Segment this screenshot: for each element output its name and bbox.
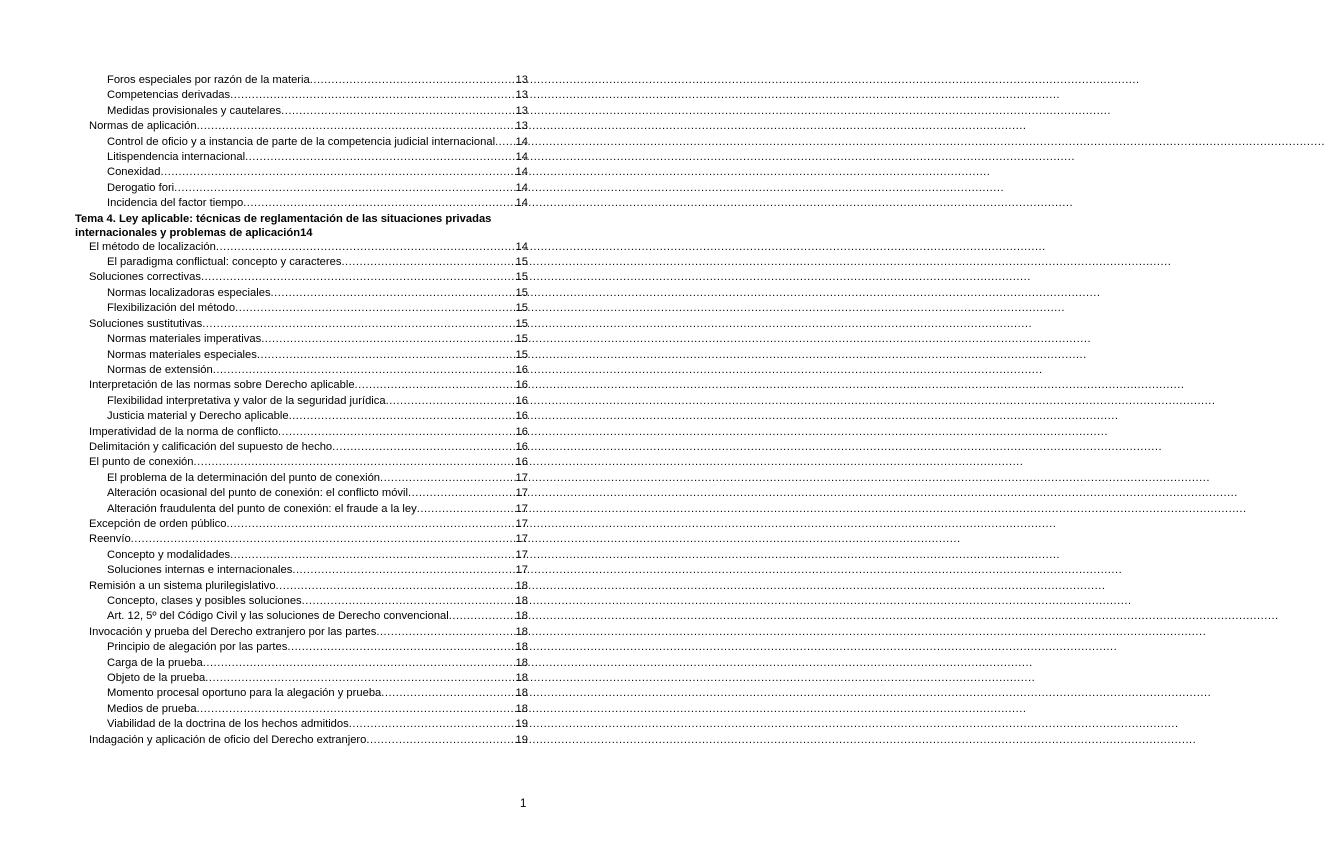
toc-entry-page: 14 — [515, 166, 528, 179]
toc-leader-dots — [289, 409, 515, 424]
toc-entry-page: 16 — [515, 456, 528, 469]
toc-entry[interactable] — [75, 73, 528, 88]
toc-entry[interactable] — [75, 440, 528, 455]
toc-entry-title: Objeto de la prueba — [107, 672, 206, 685]
toc-entry[interactable] — [75, 363, 528, 378]
toc-entry-title: Normas localizadoras especiales — [107, 286, 271, 299]
toc-entry[interactable] — [75, 255, 528, 270]
toc-entry-title: Carga de la prueba — [107, 656, 203, 669]
toc-entry[interactable] — [75, 425, 528, 440]
toc-entry-title: Delimitación y calificación del supuesto de hecho — [89, 440, 333, 453]
toc-heading-page: 14 — [300, 226, 313, 239]
toc-entry-title: Momento procesal oportuno para la alegación y prueba — [107, 687, 382, 700]
toc-leader-dots — [449, 609, 515, 624]
toc-entry-title: Litispendencia internacional — [107, 151, 246, 164]
toc-entry[interactable] — [75, 502, 528, 517]
toc-leader-dots — [408, 486, 515, 501]
toc-entry[interactable] — [75, 332, 528, 347]
toc-leader-dots — [261, 332, 514, 347]
toc-entry-title: Normas de extensión — [107, 363, 213, 376]
toc-entry-title: El problema de la determinación del punto de conexión — [107, 471, 381, 484]
toc-entry[interactable] — [75, 394, 528, 409]
toc-entry-title: Normas materiales imperativas — [107, 333, 262, 346]
toc-entry-page: 16 — [515, 394, 528, 407]
toc-leader-dots — [235, 301, 514, 316]
toc-entry-page: 19 — [515, 718, 528, 731]
toc-entry-title: Remisión a un sistema plurilegislativo — [89, 579, 276, 592]
toc-entry-page: 17 — [515, 548, 528, 561]
toc-entry-page: 13 — [515, 89, 528, 102]
toc-entry-page: 14 — [515, 240, 528, 253]
toc-entry-title: Concepto y modalidades — [107, 548, 231, 561]
toc-entry-title: Reenvío — [89, 533, 131, 546]
toc-entry-title: Control de oficio y a instancia de parte de la competencia judicial internacional — [107, 135, 496, 148]
toc-entry-page: 17 — [515, 502, 528, 515]
toc-leader-dots — [194, 455, 515, 470]
toc-entry-page: 18 — [515, 672, 528, 685]
toc-entry[interactable] — [75, 517, 528, 532]
toc-heading-line1: Tema 4. Ley aplicable: técnicas de reglamentación de las situaciones privadas — [75, 212, 492, 225]
toc-entry-page: 15 — [515, 302, 528, 315]
toc-entry[interactable] — [75, 409, 528, 424]
toc-entry-page: 18 — [515, 579, 528, 592]
toc-entry[interactable] — [75, 455, 528, 470]
toc-leader-dots — [380, 471, 515, 486]
toc-entry[interactable] — [75, 563, 528, 578]
toc-entry[interactable] — [75, 532, 528, 547]
toc-leader-dots — [292, 563, 514, 578]
toc-entry[interactable] — [75, 378, 528, 393]
toc-leader-dots — [245, 150, 514, 165]
toc-entry-title: Normas de aplicación — [89, 120, 197, 133]
toc-entry-title: Justicia material y Derecho aplicable — [107, 410, 289, 423]
table-of-contents — [75, 73, 528, 748]
toc-entry-title: Soluciones internas e internacionales — [107, 564, 293, 577]
toc-entry[interactable] — [75, 609, 528, 624]
toc-entry[interactable] — [75, 686, 528, 701]
toc-entry-page: 15 — [515, 333, 528, 346]
toc-entry-title: El método de localización — [89, 240, 216, 253]
toc-entry-title: Derogatio fori — [107, 181, 175, 194]
toc-leader-dots — [213, 363, 515, 378]
toc-entry[interactable] — [75, 135, 528, 150]
toc-entry[interactable] — [75, 625, 528, 640]
toc-leader-dots — [205, 671, 514, 686]
toc-entry[interactable] — [75, 286, 528, 301]
toc-entry-page: 15 — [515, 286, 528, 299]
toc-entry[interactable] — [75, 579, 528, 594]
toc-entry-title: Excepción de orden público — [89, 517, 227, 530]
toc-entry-page: 19 — [515, 733, 528, 746]
toc-entry-title: Soluciones sustitutivas — [89, 317, 203, 330]
toc-entry-title: Foros especiales por razón de la materia — [107, 74, 310, 86]
toc-entry[interactable] — [75, 656, 528, 671]
toc-entry-title: Concepto, clases y posibles soluciones — [107, 595, 302, 607]
toc-entry[interactable] — [75, 196, 528, 211]
toc-entry-title: Incidencia del factor tiempo — [107, 197, 244, 210]
toc-leader-dots — [161, 165, 515, 180]
toc-entry-title: Alteración ocasional del punto de conexión: el conflicto móvil — [107, 487, 408, 500]
toc-leader-dots — [381, 686, 514, 701]
toc-entry[interactable] — [75, 594, 528, 609]
toc-leader-dots — [278, 425, 515, 440]
toc-leader-dots — [349, 717, 515, 732]
toc-entry-title: Conexidad — [107, 166, 161, 179]
toc-entry-page: 16 — [515, 379, 528, 392]
toc-leader-dots — [216, 240, 515, 255]
toc-leader-dots — [276, 579, 515, 594]
toc-leader-dots — [271, 286, 515, 301]
toc-entry-title: Flexibilidad interpretativa y valor de la seguridad jurídica — [107, 394, 386, 407]
toc-entry-page: 17 — [515, 487, 528, 500]
toc-entry-page: 17 — [515, 533, 528, 546]
toc-entry-title: Viabilidad de la doctrina de los hechos admitidos — [107, 718, 349, 731]
toc-leader-dots — [417, 502, 515, 517]
toc-entry-page: 14 — [515, 135, 528, 148]
toc-entry-page: 16 — [515, 425, 528, 438]
toc-leader-dots — [281, 104, 514, 119]
toc-entry-page: 16 — [515, 440, 528, 453]
toc-entry-title: Soluciones correctivas — [89, 271, 201, 284]
toc-entry-page: 14 — [515, 151, 528, 164]
toc-entry-title: Flexibilización del método — [107, 302, 236, 315]
toc-heading-line2: internacionales y problemas de aplicación — [75, 226, 301, 239]
toc-heading-tema4 — [75, 212, 528, 240]
toc-entry-page: 13 — [515, 120, 528, 133]
toc-entry[interactable] — [75, 671, 528, 686]
toc-entry[interactable] — [75, 150, 528, 165]
toc-entry-title: El paradigma conflictual: concepto y caracteres — [107, 256, 342, 269]
toc-section-tema3-tail — [75, 73, 528, 212]
toc-entry[interactable] — [75, 181, 528, 196]
toc-entry-title: Normas materiales especiales — [107, 348, 257, 361]
toc-section-tema4 — [75, 240, 528, 748]
toc-leader-dots — [197, 702, 515, 717]
toc-entry[interactable] — [75, 717, 528, 732]
toc-leader-dots — [226, 517, 514, 532]
toc-leader-dots — [495, 135, 514, 150]
toc-entry[interactable] — [75, 640, 528, 655]
toc-entry-title: Principio de alegación por las partes — [107, 641, 288, 654]
toc-leader-dots — [386, 394, 515, 409]
toc-entry-page: 14 — [515, 181, 528, 194]
toc-entry[interactable] — [75, 702, 528, 717]
toc-entry-title: El punto de conexión — [89, 456, 194, 469]
toc-entry[interactable] — [75, 471, 528, 486]
toc-entry-title: Competencias derivadas — [107, 89, 231, 102]
toc-leader-dots — [310, 73, 515, 88]
toc-entry[interactable] — [75, 270, 528, 285]
toc-entry-page: 15 — [515, 317, 528, 330]
toc-leader-dots — [230, 88, 514, 103]
toc-entry-page: 15 — [515, 271, 528, 284]
toc-entry[interactable] — [75, 301, 528, 316]
toc-entry-page: 14 — [515, 197, 528, 210]
toc-entry-title: Interpretación de las normas sobre Derecho aplicable — [89, 379, 355, 392]
toc-entry[interactable] — [75, 486, 528, 501]
toc-entry-title: Medios de prueba — [107, 702, 197, 715]
toc-leader-dots — [174, 181, 514, 196]
toc-leader-dots — [355, 378, 515, 393]
toc-leader-dots — [131, 532, 515, 547]
toc-entry-page: 18 — [515, 610, 528, 623]
toc-entry-title: Art. 12, 5º del Código Civil y las soluciones de Derecho convencional — [107, 610, 449, 623]
toc-entry-title: Medidas provisionales y cautelares — [107, 104, 282, 117]
toc-entry[interactable] — [75, 240, 528, 255]
toc-entry-page: 16 — [515, 363, 528, 376]
toc-entry-title: Indagación y aplicación de oficio del Derecho extranjero — [89, 733, 367, 746]
toc-leader-dots — [203, 656, 515, 671]
toc-leader-dots — [341, 255, 514, 270]
toc-leader-dots — [243, 196, 514, 211]
toc-heading-line2-row — [75, 226, 528, 240]
toc-entry[interactable] — [75, 165, 528, 180]
toc-entry[interactable] — [75, 104, 528, 119]
toc-leader-dots — [287, 640, 514, 655]
toc-leader-dots — [197, 119, 515, 134]
toc-entry-title: Imperatividad de la norma de conflicto — [89, 425, 279, 438]
toc-leader-dots — [230, 548, 514, 563]
toc-leader-dots — [302, 594, 515, 609]
toc-entry-page: 18 — [515, 641, 528, 654]
toc-leader-dots — [332, 440, 514, 455]
toc-entry-page: 18 — [515, 595, 528, 607]
toc-entry[interactable] — [75, 348, 528, 363]
toc-leader-dots — [202, 317, 514, 332]
toc-entry[interactable] — [75, 733, 528, 748]
toc-entry-page: 18 — [515, 702, 528, 715]
toc-entry[interactable] — [75, 88, 528, 103]
toc-entry-page: 17 — [515, 471, 528, 484]
toc-entry[interactable] — [75, 317, 528, 332]
toc-leader-dots — [201, 270, 515, 285]
toc-entry-page: 18 — [515, 656, 528, 669]
toc-entry-page: 13 — [515, 74, 528, 86]
toc-entry[interactable] — [75, 119, 528, 134]
toc-entry-page: 17 — [515, 517, 528, 530]
toc-leader-dots — [257, 348, 515, 363]
toc-entry-page: 18 — [515, 687, 528, 700]
toc-entry-page: 16 — [515, 410, 528, 423]
toc-entry[interactable] — [75, 548, 528, 563]
toc-entry-title: Alteración fraudulenta del punto de conexión: el fraude a la ley — [107, 502, 417, 515]
toc-leader-dots — [366, 733, 514, 748]
toc-entry-page: 17 — [515, 564, 528, 577]
toc-entry-title: Invocación y prueba del Derecho extranjero por las partes — [89, 625, 377, 638]
page-number: 1 — [520, 798, 527, 810]
toc-leader-dots — [376, 625, 514, 640]
toc-entry-page: 18 — [515, 625, 528, 638]
toc-entry-page: 15 — [515, 348, 528, 361]
toc-entry-page: 13 — [515, 104, 528, 117]
toc-entry-page: 15 — [515, 256, 528, 269]
